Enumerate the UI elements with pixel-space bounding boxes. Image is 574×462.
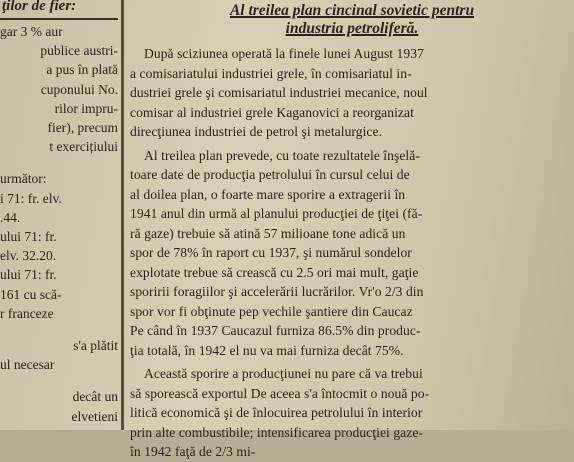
article-line: Pe când în 1937 Caucazul furniza 86.5% din produc-	[130, 323, 421, 338]
left-line: ului 71: fr.	[0, 229, 57, 245]
article-line: sporirii foragiilor şi accelerării lucrărilor. Vr'o 2/3 din	[130, 284, 424, 299]
left-line: publice austri-	[40, 43, 118, 59]
left-line: elvetieni	[71, 408, 118, 424]
article-line: ţia totală, în 1942 el nu va mai furniza decât 75%.	[130, 342, 404, 358]
column-divider	[121, 0, 124, 430]
left-line: a pus în plată	[46, 62, 118, 78]
article-line: a comisariatului industriei grele, în comisariatul in-	[130, 65, 412, 81]
left-line: rilor impru-	[54, 100, 118, 116]
left-line: i 71: fr. elv.	[0, 190, 62, 206]
left-line: s'a plătit	[73, 338, 118, 354]
article-line: toare date de producţia petrolului în cursul celui de	[130, 167, 410, 182]
left-gap	[0, 323, 118, 336]
left-line: t exercițiului	[49, 139, 118, 155]
article-line: spor vor fi obţinute pep vechile şantiere din Caucaz	[130, 303, 413, 319]
left-line: gar 3 % aur	[0, 24, 63, 39]
left-column-text	[0, 22, 118, 426]
article-line: litică economică şi de înlocuirea petrolului în interior	[130, 405, 423, 420]
left-title-rule	[0, 18, 118, 20]
left-line: decât un	[72, 389, 118, 405]
article-line: în 1942 faţă de 2/3 mi-	[130, 444, 256, 459]
article-line: să sporească exportul De aceea s'a întocmit o nouă po-	[130, 385, 430, 401]
article-line: ră gaze) trebuie să atină 57 milioane tone adică un	[130, 225, 406, 241]
article-line: spor de 78% în raport cu 1937, şi numărul sondelor	[130, 245, 412, 260]
left-line: 161 cu scă-	[0, 286, 62, 302]
article-line: comisar al industriei grele Kaganovici a reorganizat	[130, 104, 414, 120]
left-line: următor:	[0, 171, 47, 187]
article-line: al doilea plan, o foarte mare sporire a extragerii în	[130, 186, 406, 202]
left-line: elv. 32.20.	[0, 248, 57, 264]
left-column-title: ţilor de fier:	[2, 0, 77, 14]
headline-line-2: industria petroliferă.	[285, 20, 419, 37]
article-line: Această sporire a producţiunei nu pare că va trebui	[144, 366, 423, 381]
article-headline	[152, 2, 552, 38]
left-gap	[0, 374, 118, 387]
article-line: direcţiunea industriei de petrol şi metalurgice.	[130, 124, 383, 139]
article-column	[130, 0, 574, 459]
article-body	[130, 44, 560, 462]
left-line: ului 71: fr.	[0, 267, 57, 283]
article-line: dustriei grele şi comisariatul industriei mecanice, noul	[130, 85, 428, 100]
left-line: ul necesar	[0, 357, 55, 373]
article-line: explotate trebue să crească cu 2.5 ori mai mult, gaţie	[130, 264, 419, 280]
left-line: fier), precum	[47, 120, 118, 136]
article-line: Al treilea plan prevede, cu toate rezultatele înşelă-	[144, 147, 420, 163]
left-line: .44.	[0, 209, 21, 225]
left-line: r franceze	[0, 305, 54, 321]
left-line: cuponului No.	[40, 81, 118, 97]
article-line: După sciziunea operată la finele lunei August 1937	[144, 46, 424, 61]
article-line: prin alte combustibile; intensificarea producţiei gaze-	[130, 424, 424, 440]
headline-line-1: Al treilea plan cincinal sovietic pentru	[229, 2, 475, 19]
left-gap	[0, 156, 118, 169]
article-line: 1941 anul din urmă al planului producţiei de ţiţei (fă-	[130, 206, 423, 221]
left-column	[0, 0, 118, 430]
